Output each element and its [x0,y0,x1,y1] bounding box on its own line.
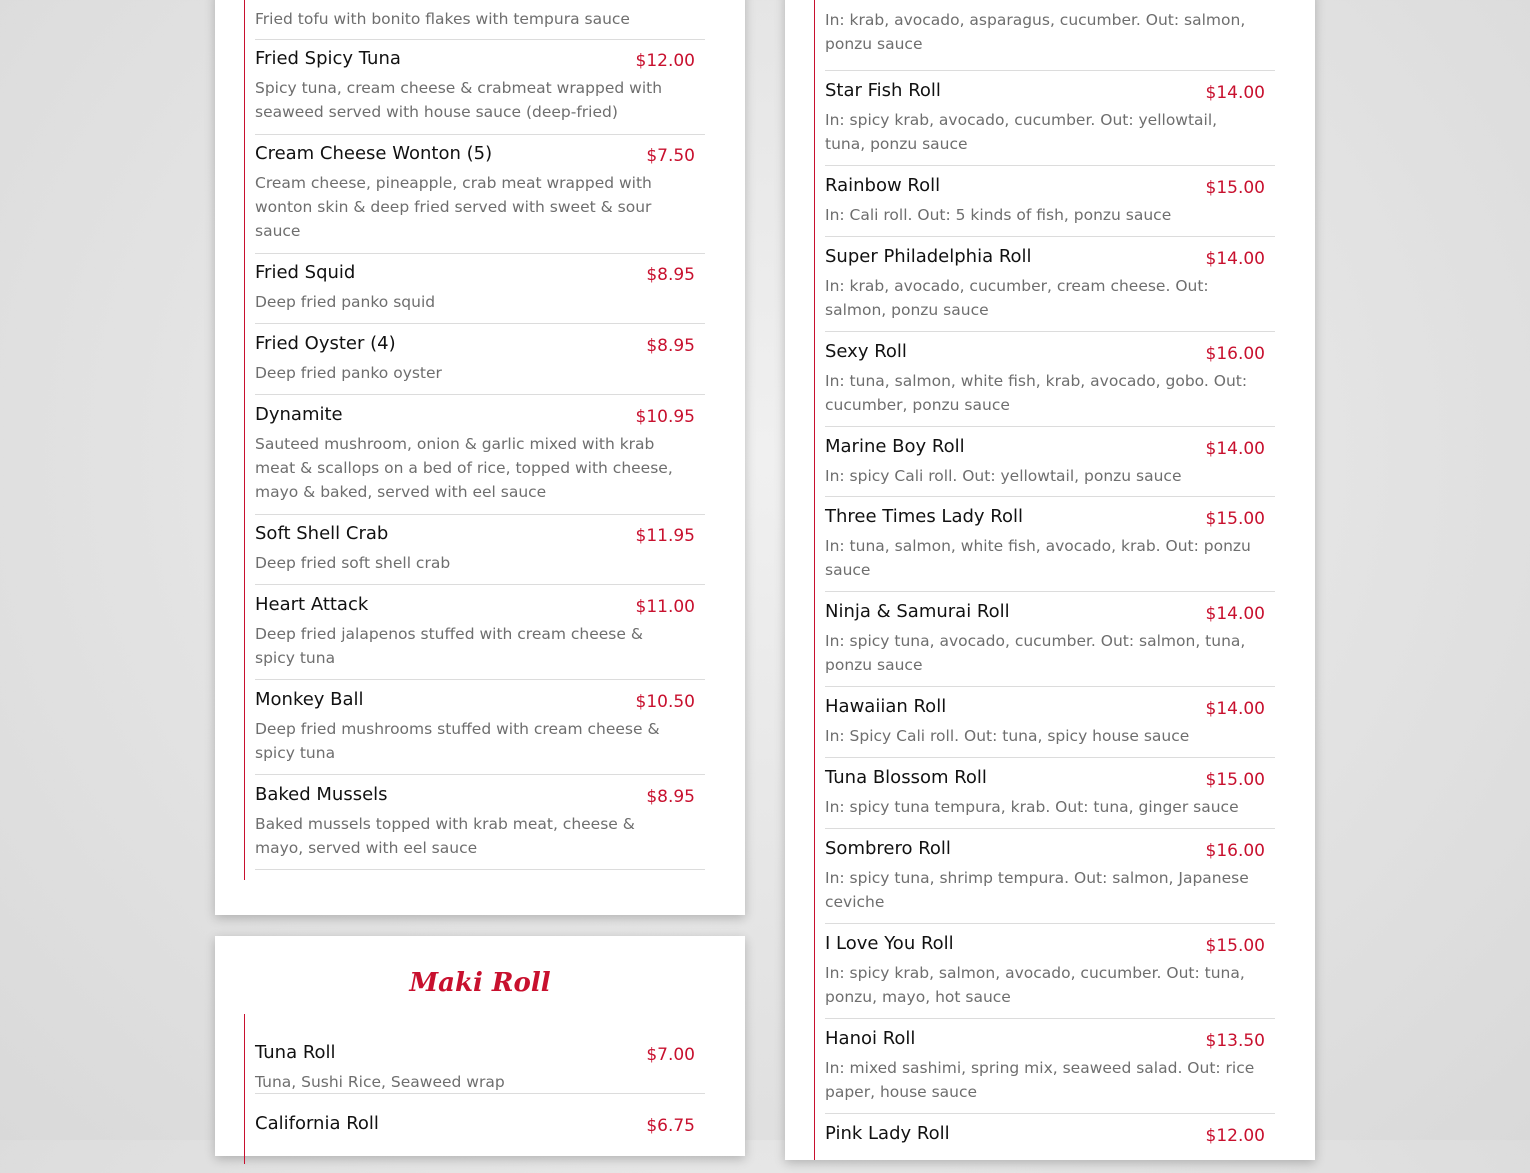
item-description: In: spicy krab, salmon, avocado, cucumber. Out: tuna, ponzu, mayo, hot sauce [825,964,1245,1006]
item-description: In: Cali roll. Out: 5 kinds of fish, ponzu sauce [825,206,1172,224]
item-description: In: krab, avocado, asparagus, cucumber. Out: salmon, ponzu sauce [825,11,1246,53]
item-price: $11.00 [635,597,695,617]
item-price: $7.00 [646,1045,695,1065]
menu-item-fried-tofu [255,0,705,40]
item-name: Star Fish Roll [825,80,941,101]
item-price: $14.00 [1205,699,1265,719]
menu-item-tuna-roll [255,1042,705,1094]
item-description: Baked mussels topped with krab meat, cheese & mayo, served with eel sauce [255,815,635,857]
menu-item-fried-squid [255,262,705,324]
item-name: Hawaiian Roll [825,696,947,717]
menu-item-baked-mussels [255,784,705,870]
item-name: Tuna Blossom Roll [825,767,987,788]
item-price: $15.00 [1205,178,1265,198]
item-name: Fried Squid [255,262,356,283]
item-name: Rainbow Roll [825,175,941,196]
item-description: In: mixed sashimi, spring mix, seaweed salad. Out: rice paper, house sauce [825,1059,1255,1101]
menu-item-heart-attack [255,594,705,680]
maki-roll-card [215,936,745,1156]
item-price: $15.00 [1205,936,1265,956]
item-name: Sombrero Roll [825,838,951,859]
item-name: Fried Oyster (4) [255,333,396,354]
menu-item-alaskan-roll [825,0,1275,71]
item-price: $15.00 [1205,509,1265,529]
item-description: Deep fried jalapenos stuffed with cream cheese & spicy tuna [255,625,643,667]
menu-item-hawaiian-roll [825,696,1275,758]
menu-item-fried-oyster [255,333,705,395]
item-price: $6.75 [646,1116,695,1136]
item-description: In: spicy tuna tempura, krab. Out: tuna, ginger sauce [825,798,1239,816]
item-name: Dynamite [255,404,343,425]
menu-item-rainbow-roll [825,175,1275,237]
item-price: $7.50 [646,146,695,166]
item-name: Hanoi Roll [825,1028,916,1049]
menu-item-california-roll [255,1113,705,1173]
menu-item-pink-lady-roll [825,1123,1275,1153]
item-price: $14.00 [1205,604,1265,624]
specialty-roll-card [785,0,1315,1160]
item-name: Soft Shell Crab [255,523,389,544]
item-name: Ninja & Samurai Roll [825,601,1010,622]
menu-item-sombrero-roll [825,838,1275,924]
item-description: In: spicy krab, avocado, cucumber. Out: yellowtail, tuna, ponzu sauce [825,111,1218,153]
maki-roll-list [244,1014,705,1164]
item-name: Cream Cheese Wonton (5) [255,143,493,164]
item-description: Deep fried panko squid [255,293,436,311]
menu-item-super-philadelphia-roll [825,246,1275,332]
menu-item-three-times-lady-roll [825,506,1275,592]
item-price: $14.00 [1205,83,1265,103]
specialty-roll-list [814,0,1275,1160]
item-description: In: spicy tuna, avocado, cucumber. Out: salmon, tuna, ponzu sauce [825,632,1246,674]
item-name: I Love You Roll [825,933,954,954]
item-name: Sexy Roll [825,341,907,362]
item-description: Cream cheese, pineapple, crab meat wrapped with wonton skin & deep fried served with sweet & sour sauce [255,174,652,240]
item-name: Fried Spicy Tuna [255,48,401,69]
item-price: $8.95 [646,787,695,807]
item-description: Deep fried panko oyster [255,364,442,382]
menu-item-sexy-roll [825,341,1275,427]
appetizer-card [215,0,745,915]
item-name: Heart Attack [255,594,369,615]
menu-item-tuna-blossom-roll [825,767,1275,829]
item-description: Deep fried mushrooms stuffed with cream cheese & spicy tuna [255,720,660,762]
item-price: $12.00 [635,51,695,71]
section-title: Maki Roll [409,968,551,998]
item-price: $8.95 [646,336,695,356]
item-description: Sauteed mushroom, onion & garlic mixed with krab meat & scallops on a bed of rice, topped with cheese, mayo & baked, served with eel sauce [255,435,673,501]
item-price: $14.00 [1205,439,1265,459]
item-name: Tuna Roll [255,1042,336,1063]
item-description: In: krab, avocado, cucumber, cream cheese. Out: salmon, ponzu sauce [825,277,1209,319]
item-name: California Roll [255,1113,379,1134]
item-name: Super Philadelphia Roll [825,246,1032,267]
item-name: Pink Lady Roll [825,1123,950,1144]
item-description: In: tuna, salmon, white fish, krab, avocado, gobo. Out: cucumber, ponzu sauce [825,372,1248,414]
menu-item-cream-cheese-wonton [255,143,705,254]
item-description: In: tuna, salmon, white fish, avocado, krab. Out: ponzu sauce [825,537,1251,579]
appetizer-list [244,0,705,880]
menu-item-hanoi-roll [825,1028,1275,1114]
menu-item-i-love-you-roll [825,933,1275,1019]
item-description: In: spicy tuna, shrimp tempura. Out: salmon, Japanese ceviche [825,869,1249,911]
item-description: In: Spicy Cali roll. Out: tuna, spicy house sauce [825,727,1190,745]
item-description: Fried tofu with bonito flakes with tempura sauce [255,10,630,28]
item-description: Spicy tuna, cream cheese & crabmeat wrapped with seaweed served with house sauce (deep-fried) [255,79,663,121]
item-price: $12.00 [1205,1126,1265,1146]
item-price: $10.50 [635,692,695,712]
menu-item-star-fish-roll [825,80,1275,166]
menu-item-monkey-ball [255,689,705,775]
item-name: Three Times Lady Roll [825,506,1023,527]
item-price: $16.00 [1205,344,1265,364]
item-description: Deep fried soft shell crab [255,554,451,572]
item-name: Monkey Ball [255,689,364,710]
item-description: Tuna, Sushi Rice, Seaweed wrap [255,1073,505,1091]
item-price: $8.95 [646,265,695,285]
item-name: Baked Mussels [255,784,388,805]
item-price: $10.95 [635,407,695,427]
item-name: Marine Boy Roll [825,436,965,457]
menu-item-marine-boy-roll [825,436,1275,497]
item-price: $16.00 [1205,841,1265,861]
item-price: $14.00 [1205,249,1265,269]
item-price: $13.50 [1205,1031,1265,1051]
menu-item-soft-shell-crab [255,523,705,585]
item-price: $11.95 [635,526,695,546]
item-price: $15.00 [1205,770,1265,790]
menu-item-ninja-samurai-roll [825,601,1275,687]
menu-item-fried-spicy-tuna [255,48,705,135]
item-description: In: spicy Cali roll. Out: yellowtail, ponzu sauce [825,467,1182,485]
menu-item-dynamite [255,404,705,515]
